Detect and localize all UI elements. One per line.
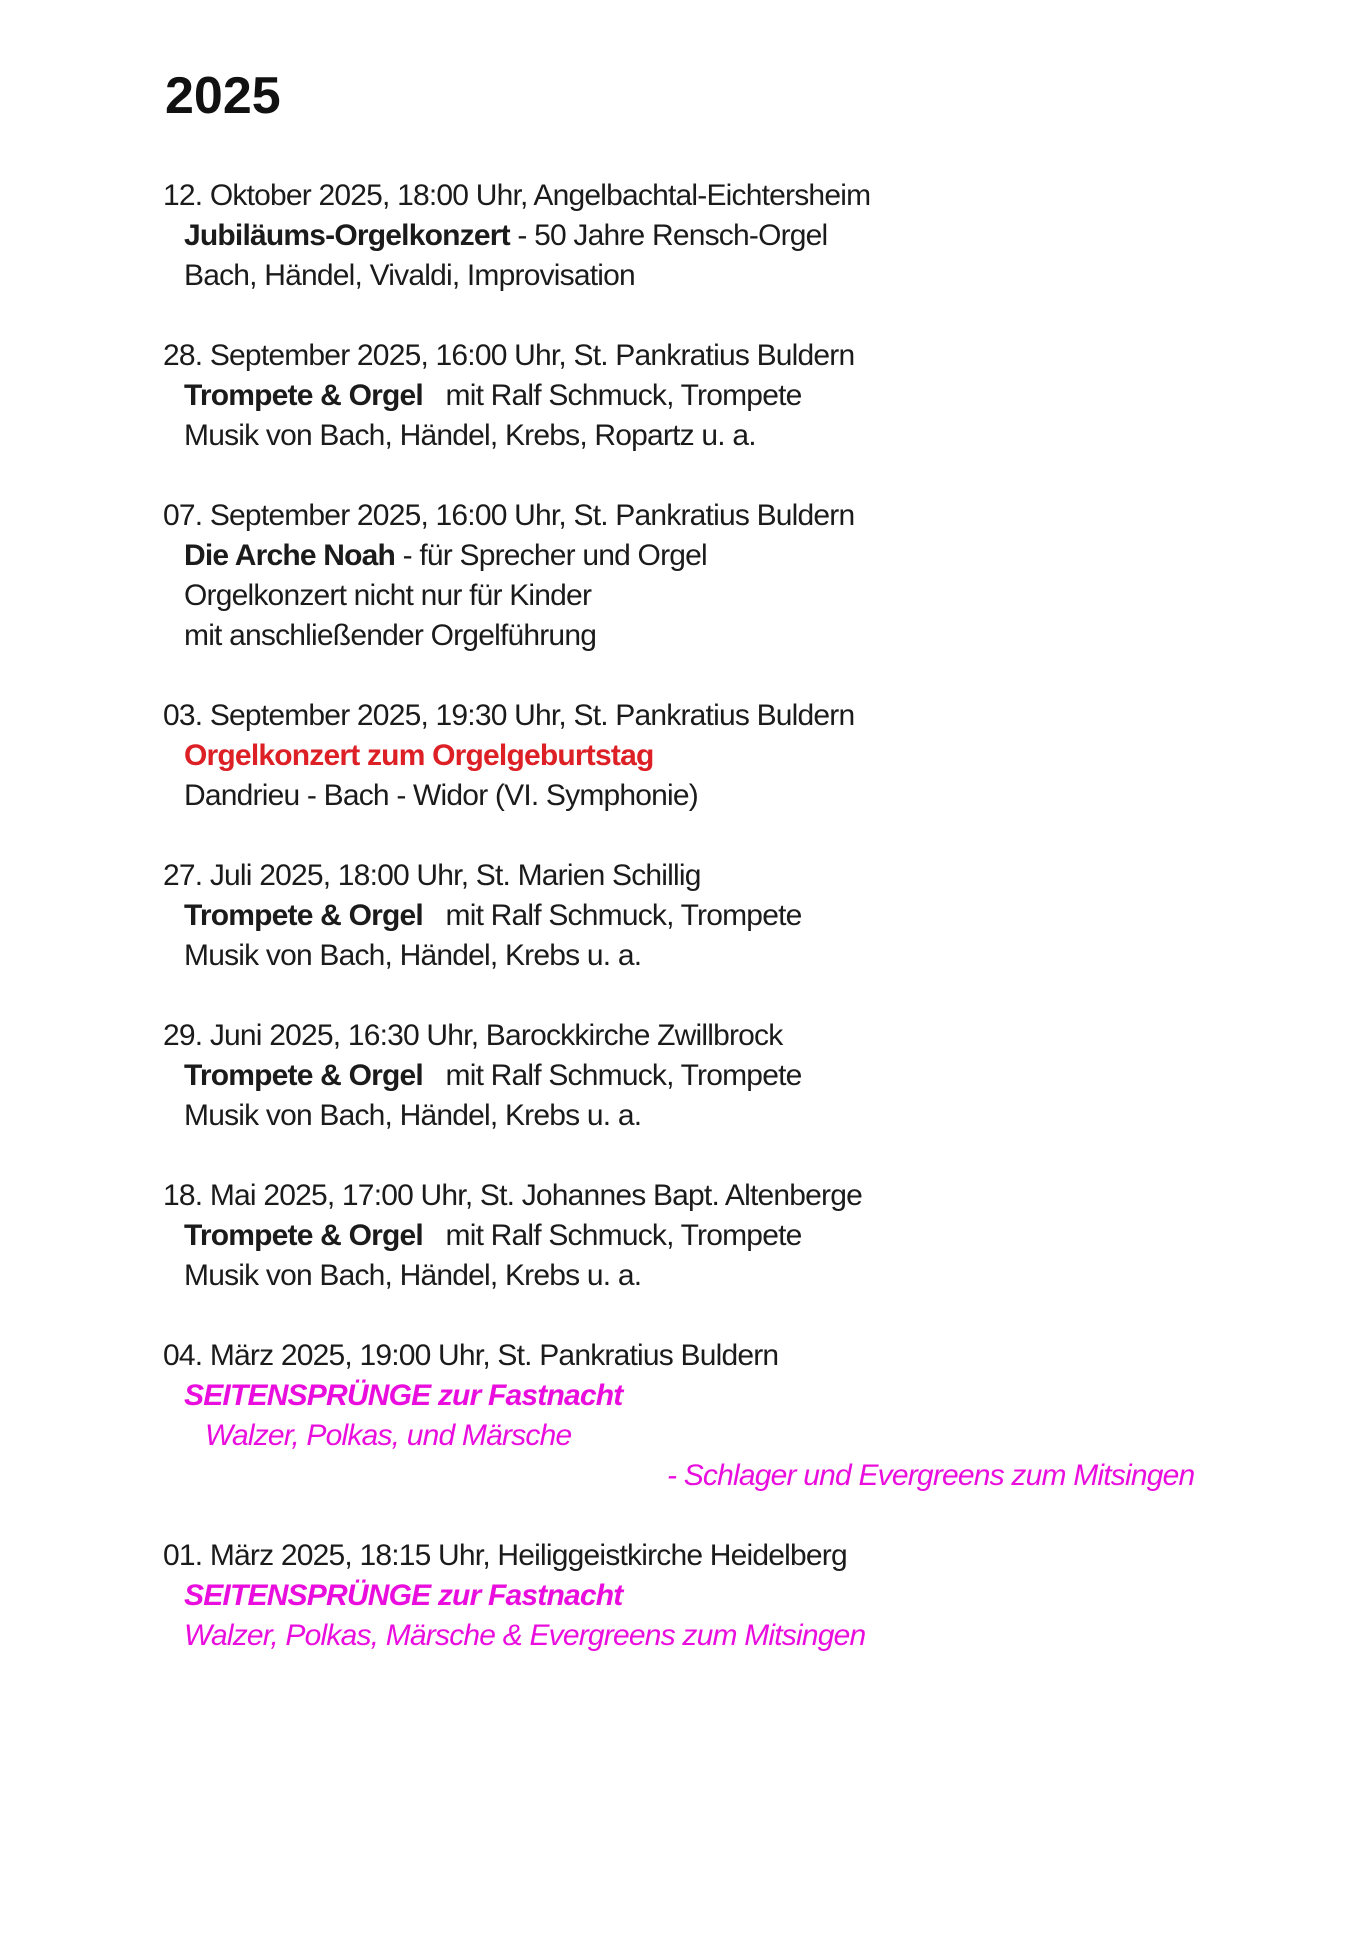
- event-program-line-magenta: Walzer, Polkas, Märsche & Evergreens zum Mitsingen: [184, 1619, 866, 1652]
- event-title-rest: mit Ralf Schmuck, Trompete: [422, 1059, 802, 1092]
- event-title-rest: mit Ralf Schmuck, Trompete: [422, 1219, 802, 1252]
- event-date-line: 12. Oktober 2025, 18:00 Uhr, Angelbachtal-Eichtersheim: [163, 179, 871, 212]
- event-program-line: mit anschließender Orgelführung: [184, 619, 597, 652]
- event-date-line: 29. Juni 2025, 16:30 Uhr, Barockkirche Zwillbrock: [163, 1019, 783, 1052]
- event-date-line: 27. Juli 2025, 18:00 Uhr, St. Marien Schillig: [163, 859, 701, 892]
- event-title-bold: Trompete & Orgel: [184, 1219, 423, 1252]
- event-title-bold: Trompete & Orgel: [184, 379, 423, 412]
- event-program-line: Musik von Bach, Händel, Krebs u. a.: [184, 1259, 642, 1292]
- event-title-rest: - für Sprecher und Orgel: [395, 539, 707, 572]
- event-title-bold: Trompete & Orgel: [184, 1059, 423, 1092]
- event-title-line-magenta: SEITENSPRÜNGE zur Fastnacht: [184, 1379, 623, 1412]
- event-title-bold: Jubiläums-Orgelkonzert: [184, 219, 510, 252]
- event-title-line: [163, 1056, 1326, 1096]
- event-juni-29: [163, 1016, 1326, 1136]
- event-program-line-magenta: Walzer, Polkas, und Märsche: [205, 1419, 572, 1452]
- event-program-line: Bach, Händel, Vivaldi, Improvisation: [184, 259, 635, 292]
- event-program-line-magenta-right: - Schlager und Evergreens zum Mitsingen: [667, 1459, 1195, 1492]
- event-date-line: 18. Mai 2025, 17:00 Uhr, St. Johannes Bapt. Altenberge: [163, 1179, 862, 1212]
- event-title-line: [163, 376, 1326, 416]
- event-title-line: [163, 216, 1326, 256]
- event-title-rest: mit Ralf Schmuck, Trompete: [422, 899, 802, 932]
- event-title-rest: - 50 Jahre Rensch-Orgel: [509, 219, 828, 252]
- event-date-line: 03. September 2025, 19:30 Uhr, St. Pankratius Buldern: [163, 699, 855, 732]
- event-september-28: [163, 336, 1326, 456]
- event-program-line: Dandrieu - Bach - Widor (VI. Symphonie): [184, 779, 699, 812]
- event-maerz-01: [163, 1536, 1326, 1656]
- event-program-line: Musik von Bach, Händel, Krebs u. a.: [184, 1099, 642, 1132]
- event-program-line: Musik von Bach, Händel, Krebs u. a.: [184, 939, 642, 972]
- event-date-line: 07. September 2025, 16:00 Uhr, St. Pankratius Buldern: [163, 499, 855, 532]
- event-maerz-04: [163, 1336, 1326, 1496]
- event-title-bold: Die Arche Noah: [184, 539, 396, 572]
- event-september-03: [163, 696, 1326, 816]
- event-title-line-magenta: SEITENSPRÜNGE zur Fastnacht: [184, 1579, 623, 1612]
- event-program-line: Orgelkonzert nicht nur für Kinder: [184, 579, 592, 612]
- event-title-line-red: Orgelkonzert zum Orgelgeburtstag: [184, 739, 654, 772]
- event-program-line: Musik von Bach, Händel, Krebs, Ropartz u. a.: [184, 419, 756, 452]
- event-title-rest: mit Ralf Schmuck, Trompete: [422, 379, 802, 412]
- event-oktober-12: [163, 176, 1326, 296]
- event-title-line: [163, 1216, 1326, 1256]
- event-date-line: 01. März 2025, 18:15 Uhr, Heiliggeistkirche Heidelberg: [163, 1539, 847, 1572]
- page-title: 2025: [165, 67, 281, 125]
- event-title-line: [163, 896, 1326, 936]
- event-juli-27: [163, 856, 1326, 976]
- event-mai-18: [163, 1176, 1326, 1296]
- event-title-line: [163, 536, 1326, 576]
- event-date-line: 04. März 2025, 19:00 Uhr, St. Pankratius Buldern: [163, 1339, 779, 1372]
- event-date-line: 28. September 2025, 16:00 Uhr, St. Pankratius Buldern: [163, 339, 855, 372]
- event-september-07: [163, 496, 1326, 656]
- event-title-bold: Trompete & Orgel: [184, 899, 423, 932]
